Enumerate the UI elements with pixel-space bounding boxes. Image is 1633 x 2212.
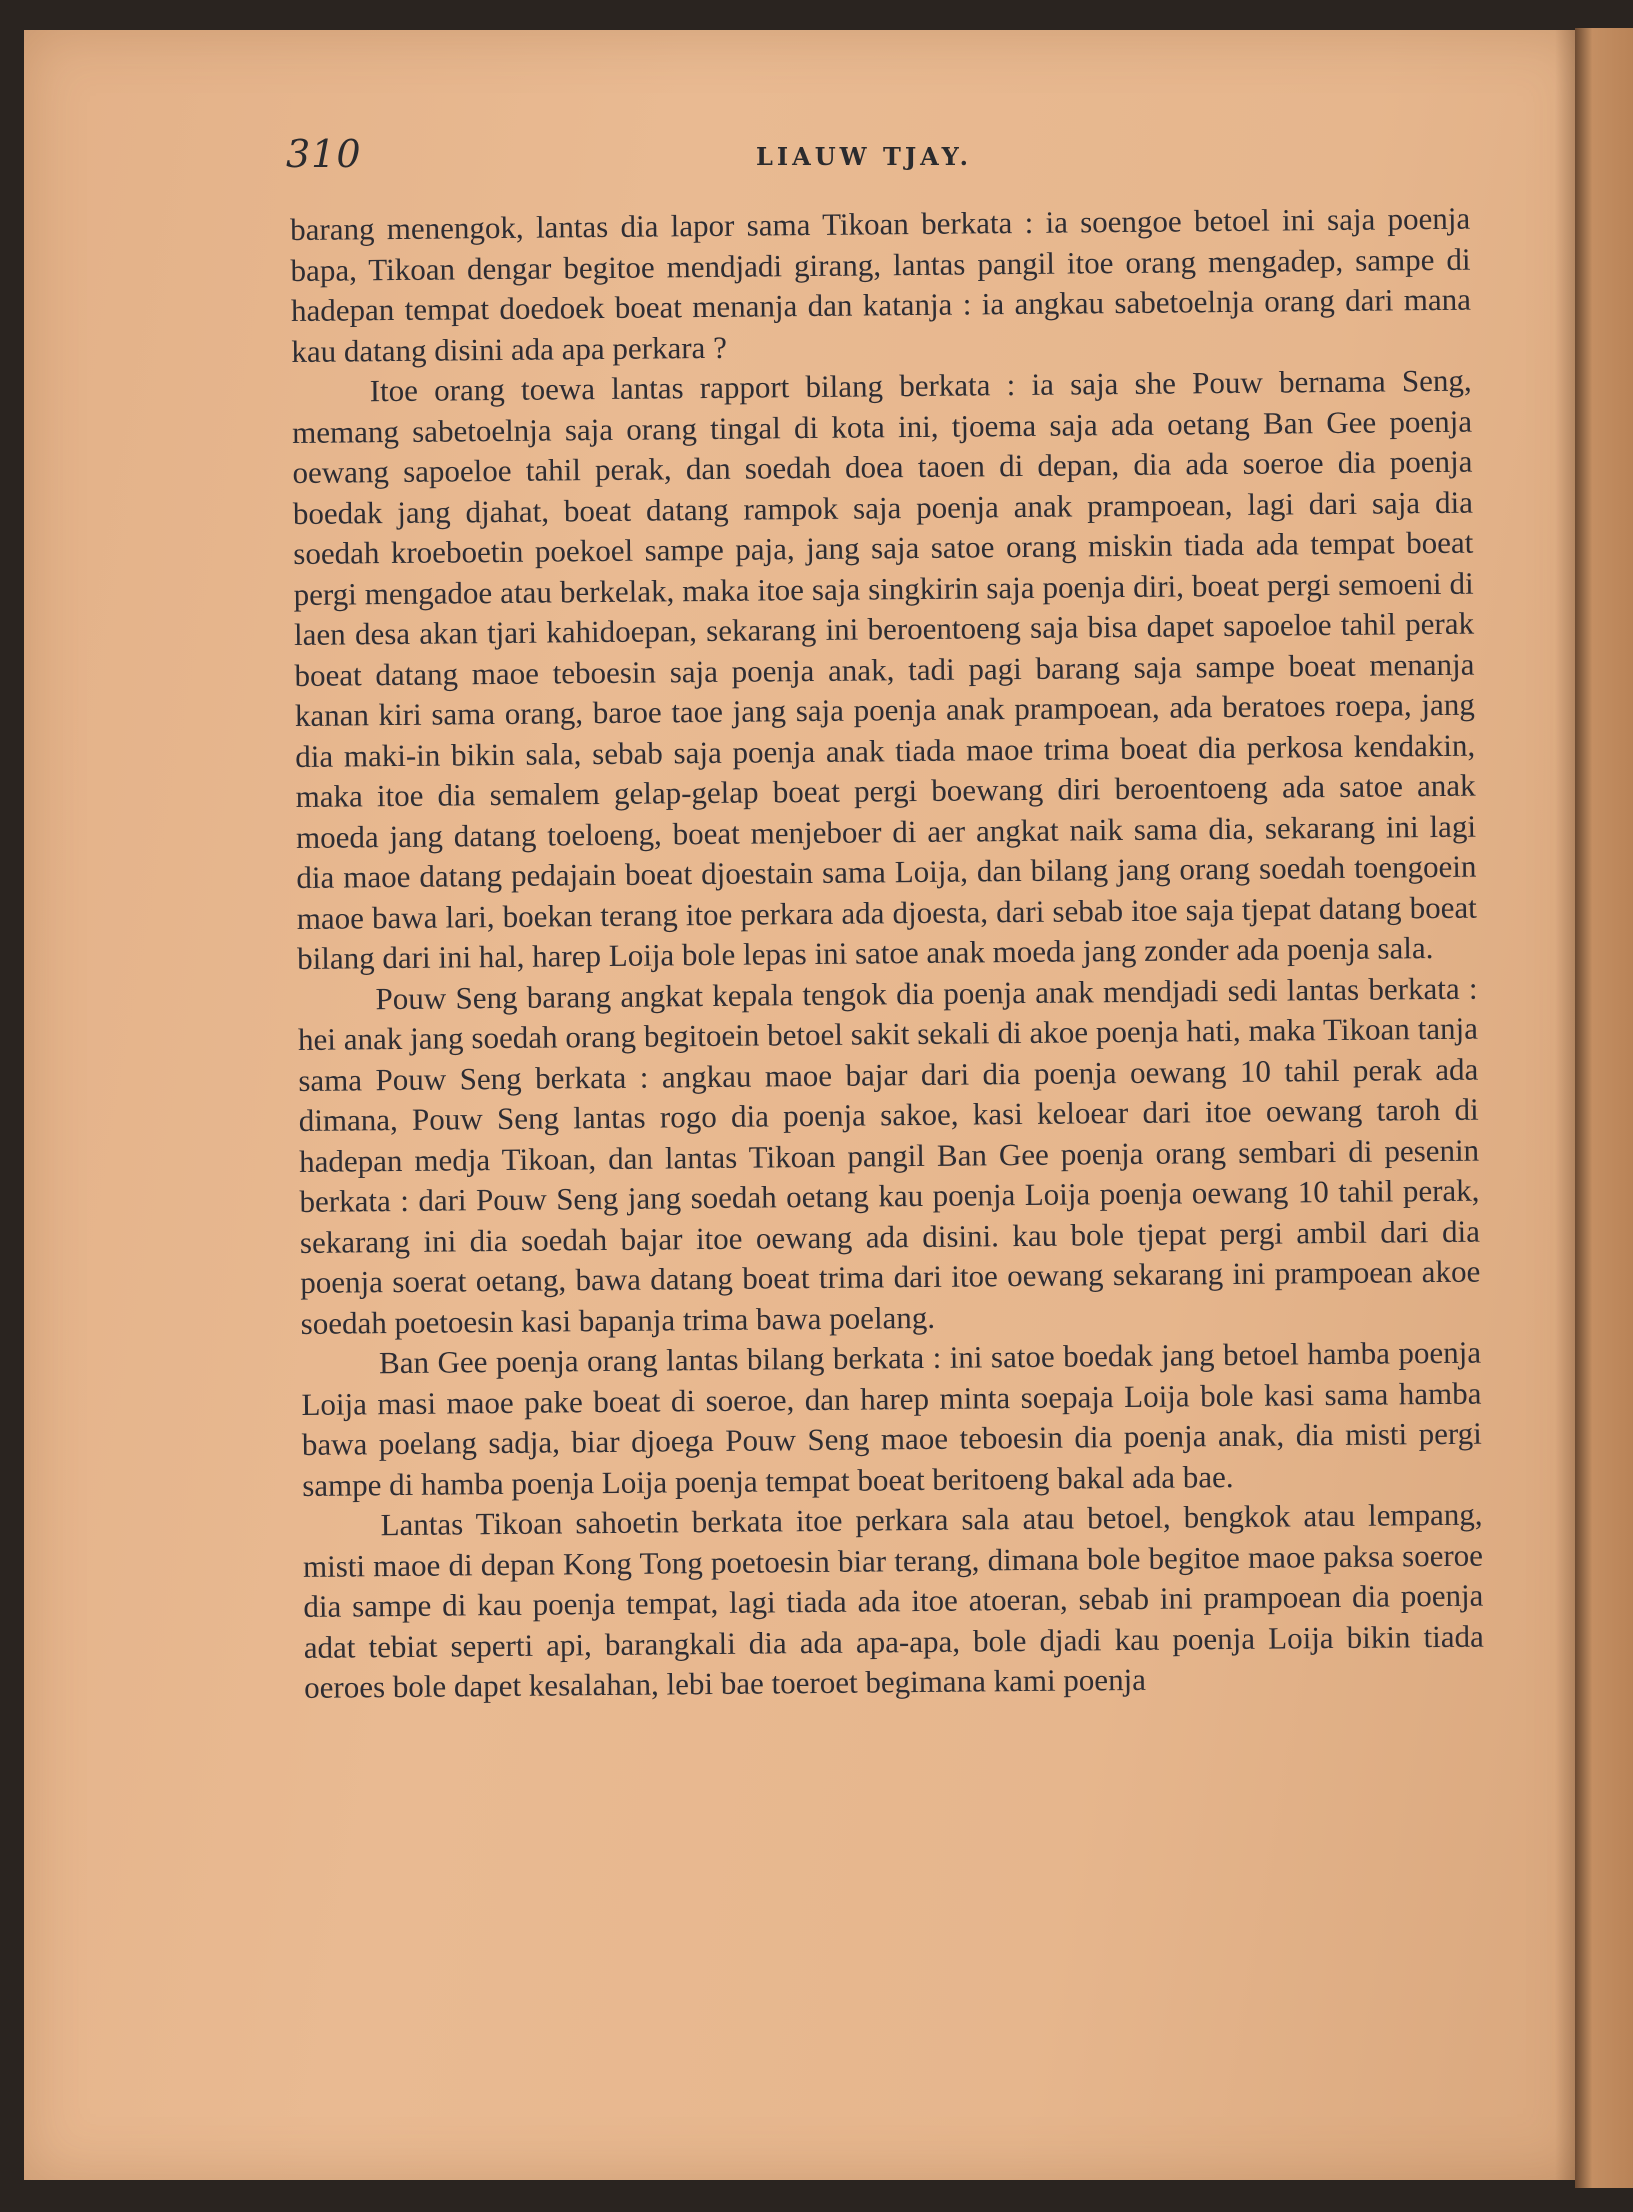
- page-header: [286, 132, 1046, 182]
- body-text: [290, 199, 1484, 1709]
- paragraph-1: barang menengok, lantas dia lapor sama Tikoan berkata : ia soengoe betoel ini saja poenja bapa, Tikoan dengar begitoe mendjadi girang, lantas pangil itoe orang mengadep, sampe di hadepan tempat doedoek boeat menanja dan katanja : ia angkau sabetoelnja orang dari mana kau datang disini ada apa perkara ?: [290, 200, 1472, 369]
- adjacent-page-edge: [1575, 28, 1633, 2188]
- paragraph-2: Itoe orang toewa lantas rapport bilang berkata : ia saja she Pouw bernama Seng, memang sabetoelnja saja orang tingal di kota ini, tjoema saja ada oetang Ban Gee poenja oewang sapoeloe tahil perak, dan soedah doea taoen di depan, dia ada soeroe dia poenja boedak jang djahat, boeat datang rampok saja poenja anak prampoean, lagi dari saja dia soedah kroeboetin poekoel sampe paja, jang saja satoe orang miskin tiada ada tempat boeat pergi mengadoe atau berkelak, maka itoe saja singkirin saja poenja diri, boeat pergi semoeni di laen desa akan tjari kahidoepan, sekarang ini beroentoeng saja bisa dapet sapoeloe tahil perak boeat datang maoe teboesin saja poenja anak, tadi pagi barang saja sampe boeat menanja kanan kiri sama orang, baroe taoe jang saja poenja anak prampoean, ada beratoes roepa, jang dia maki-in bikin sala, sebab saja poenja anak tiada maoe trima boeat dia perkosa kendakin, maka itoe dia semalem gelap-gelap boeat pergi boewang diri beroentoeng ada satoe anak moeda jang datang toeloeng, boeat menjeboer di aer angkat naik sama dia, sekarang ini lagi dia maoe datang pedajain boeat djoestain sama Loija, dan bilang jang orang soedah toengoein maoe bawa lari, boekan terang itoe perkara ada djoesta, dari sebab itoe saja tjepat datang boeat bilang dari ini hal, harep Loija bole lepas ini satoe anak moeda jang zonder ada poenja sala.: [291, 362, 1477, 976]
- paragraph-4: Ban Gee poenja orang lantas bilang berkata : ini satoe boedak jang betoel hamba poenja Loija masi maoe pake boeat di soeroe, dan harep minta soepaja Loija bole kasi sama hamba bawa poelang sadja, biar djoega Pouw Seng maoe teboesin dia poenja anak, dia misti pergi sampe di hamba poenja Loija poenja tempat boeat beritoeng bakal ada bae.: [301, 1334, 1482, 1503]
- page-number: 310: [286, 132, 362, 176]
- paragraph-3: Pouw Seng barang angkat kepala tengok dia poenja anak mendjadi sedi lantas berkata : hei anak jang soedah orang begitoein betoel sakit sekali di akoe poenja hati, maka Tikoan tanja sama Pouw Seng berkata : angkau maoe bajar dari dia poenja oewang 10 tahil perak ada dimana, Pouw Seng lantas rogo dia poenja sakoe, kasi keloear dari itoe oewang taroh di hadepan medja Tikoan, dan lantas Tikoan pangil Ban Gee poenja orang sembari di pesenin berkata : dari Pouw Seng jang soedah oetang kau poenja Loija poenja oewang 10 tahil perak, sekarang ini dia soedah bajar itoe oewang ada disini. kau bole tjepat pergi ambil dari dia poenja soerat oetang, bawa datang boeat trima dari itoe oewang sekarang ini prampoean akoe soedah poetoesin kasi bapanja trima bawa poelang.: [297, 970, 1481, 1341]
- running-title: LIAUW TJAY.: [756, 142, 972, 171]
- paragraph-5: Lantas Tikoan sahoetin berkata itoe perkara sala atau betoel, bengkok atau lempang, misti maoe di depan Kong Tong poetoesin biar terang, dimana bole begitoe maoe paksa soeroe dia sampe di kau poenja tempat, lagi tiada ada itoe atoeran, sebab ini prampoean dia poenja adat tebiat seperti api, barangkali dia ada apa-apa, bole djadi kau poenja Loija bikin tiada oeroes bole dapet kesalahan, lebi bae toeroet begimana kami poenja: [302, 1496, 1484, 1705]
